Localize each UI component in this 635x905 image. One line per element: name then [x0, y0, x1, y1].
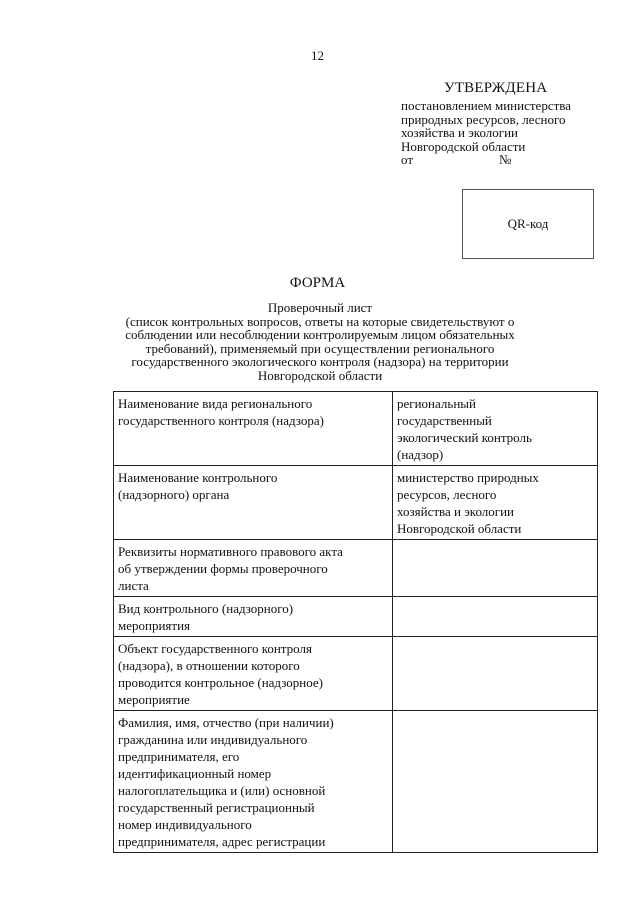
row-label-cell	[114, 597, 393, 637]
approval-details	[401, 99, 601, 167]
table-row	[114, 392, 598, 466]
form-title: ФОРМА	[289, 275, 346, 291]
row-value: региональный государственный экологический контроль (надзор)	[397, 396, 532, 462]
approval-line: хозяйства и экологии	[401, 125, 519, 140]
control-details-table	[113, 391, 598, 853]
checklist-title-line: требований), применяемый при осуществлении регионального	[145, 340, 495, 356]
row-label: Наименование контрольного (надзорного) органа	[118, 470, 278, 502]
row-value-cell	[393, 540, 598, 597]
row-label: Объект государственного контроля (надзора), в отношении которого проводится контрольное (надзорное) мероприятие	[118, 641, 323, 707]
row-label-cell	[114, 466, 393, 540]
approval-date-line	[401, 153, 601, 167]
row-value-cell	[393, 711, 598, 853]
approval-stamp-title: УТВЕРЖДЕНА	[444, 80, 548, 96]
row-label-cell	[114, 637, 393, 711]
row-label: Наименование вида регионального государственного контроля (надзора)	[118, 396, 324, 428]
checklist-title-line: (список контрольных вопросов, ответы на которые свидетельствуют о	[125, 313, 515, 329]
table-row	[114, 711, 598, 853]
row-label: Вид контрольного (надзорного) мероприятия	[118, 601, 294, 633]
row-value-cell	[393, 392, 598, 466]
checklist-title-line: Проверочный лист	[267, 300, 373, 315]
table-row	[114, 597, 598, 637]
row-label: Фамилия, имя, отчество (при наличии) гражданина или индивидуального предпринимателя, его идентификационный номер налогоплательщика и (или) основной государственный регистрационный номер индивидуального предпринимателя, адрес регистрации	[118, 715, 334, 849]
page-number: 12	[311, 48, 324, 63]
qr-code-placeholder	[462, 189, 594, 259]
row-value-cell	[393, 637, 598, 711]
row-value-cell	[393, 597, 598, 637]
row-label: Реквизиты нормативного правового акта об утверждении формы проверочного листа	[118, 544, 343, 593]
table-row	[114, 637, 598, 711]
number-prefix: №	[499, 152, 512, 167]
checklist-title-line: государственного экологического контроля (надзора) на территории	[131, 354, 509, 369]
checklist-title-line: соблюдении или несоблюдении контролируемым лицом обязательных	[125, 327, 515, 342]
row-value: министерство природных ресурсов, лесного хозяйства и экологии Новгородской области	[397, 470, 539, 536]
checklist-title	[85, 301, 555, 382]
qr-code-label: QR-код	[507, 216, 549, 231]
date-prefix: от	[401, 152, 414, 167]
approval-line: постановлением министерства	[401, 98, 572, 113]
row-label-cell	[114, 392, 393, 466]
checklist-title-line: Новгородской области	[257, 367, 383, 383]
table-row	[114, 540, 598, 597]
approval-line: природных ресурсов, лесного	[401, 111, 566, 127]
row-value-cell	[393, 466, 598, 540]
row-label-cell	[114, 540, 393, 597]
row-label-cell	[114, 711, 393, 853]
table-row	[114, 466, 598, 540]
approval-line: Новгородской области	[401, 138, 526, 154]
